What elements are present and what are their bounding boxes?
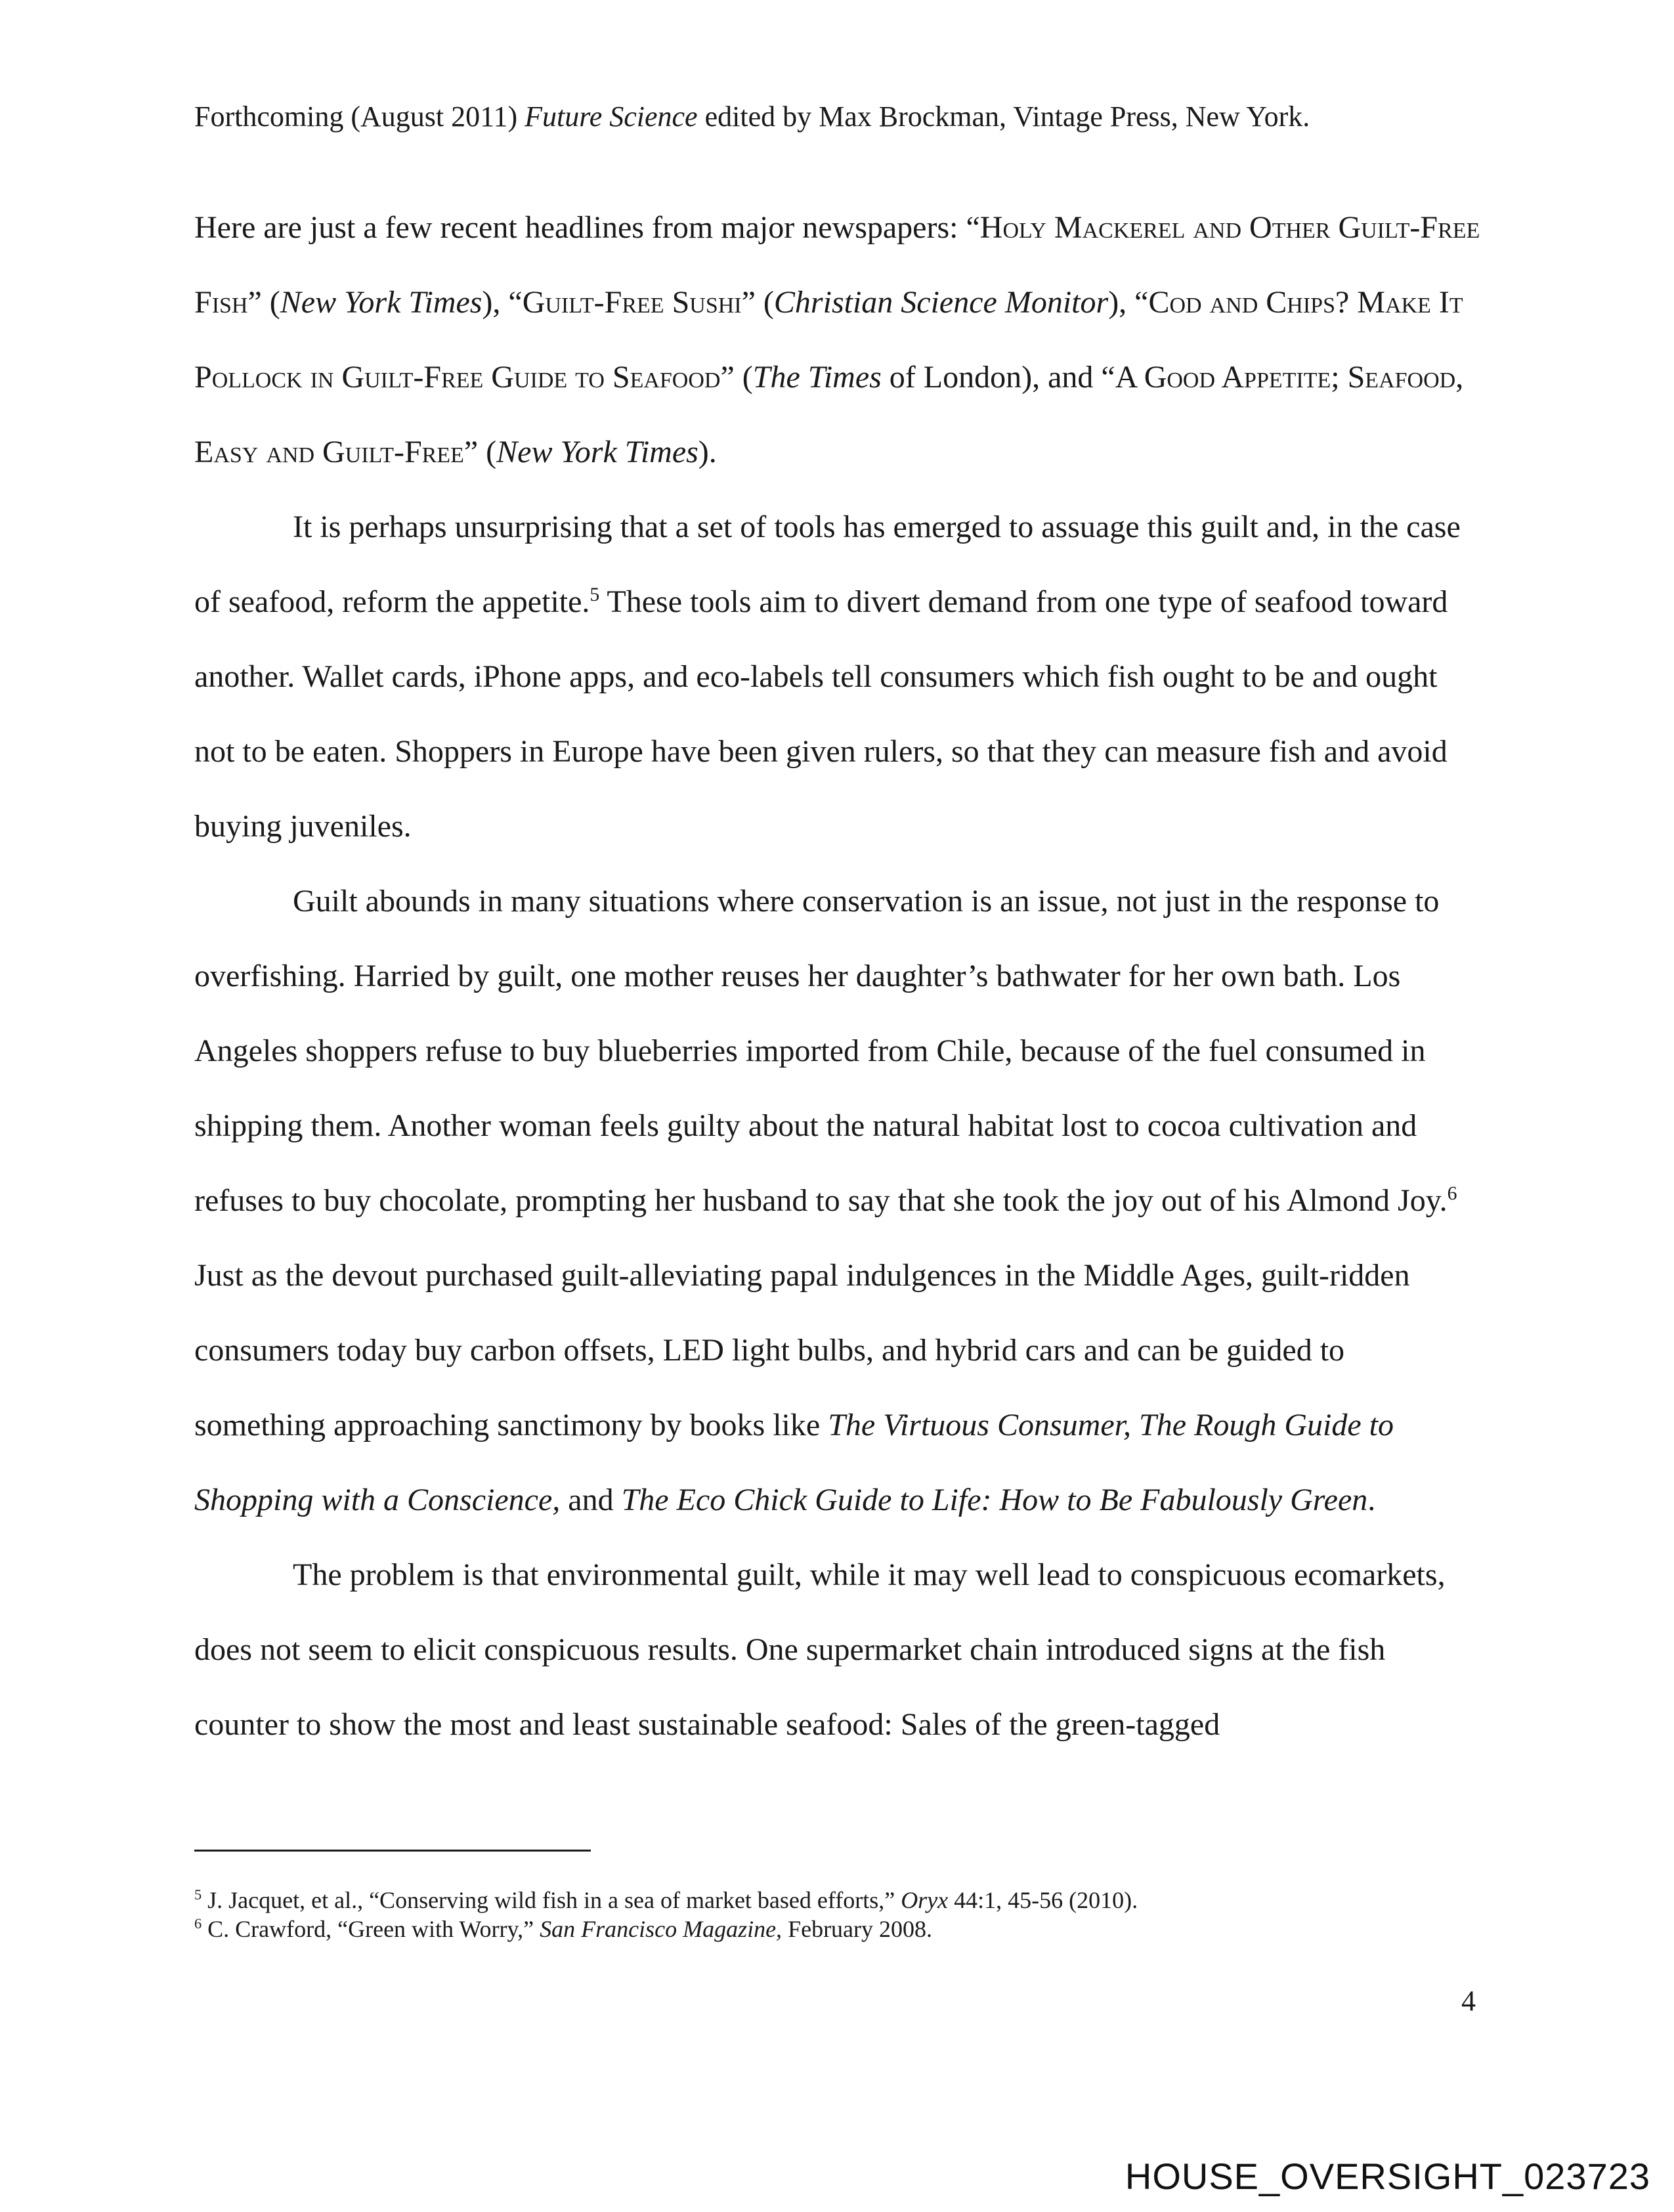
book-title: The Eco Chick Guide to Life: How to Be Fabulously Green bbox=[621, 1483, 1368, 1517]
footnote-number: 5 bbox=[194, 1886, 202, 1903]
footnote-divider bbox=[194, 1850, 591, 1852]
text-run: 44:1, 45-56 (2010). bbox=[948, 1887, 1138, 1913]
text-run: Here are just a few recent headlines from major newspapers: “ bbox=[194, 210, 980, 245]
text-run: J. Jacquet, et al., “Conserving wild fish in a sea of market based efforts,” bbox=[202, 1887, 901, 1913]
paragraph-tools bbox=[194, 490, 1481, 864]
text-run: Just as the devout purchased guilt-alleviating papal indulgences in the Middle Ages, guilt-ridden consumers today buy carbon offsets, LED light bulbs, and hybrid cars and can be guided to something approaching sanctimony by books like bbox=[194, 1258, 1410, 1442]
text-run: It is perhaps unsurprising that a set of tools has emerged to assuage this guilt and, in the case of seafood, reform the appetite. bbox=[194, 510, 1461, 619]
text-run: ). bbox=[698, 435, 717, 469]
text-run: ), “ bbox=[482, 285, 523, 320]
footnote-ref-5: 5 bbox=[590, 584, 600, 605]
magazine-title: San Francisco Magazine, bbox=[540, 1916, 783, 1942]
source-title: New York Times bbox=[280, 285, 483, 320]
text-run: ” ( bbox=[720, 360, 753, 395]
paragraph-headlines bbox=[194, 190, 1481, 490]
text-run: ), “ bbox=[1108, 285, 1149, 320]
header-prefix: Forthcoming (August 2011) bbox=[194, 100, 525, 133]
journal-title: Oryx bbox=[901, 1887, 949, 1913]
header-suffix: edited by Max Brockman, Vintage Press, New York. bbox=[697, 100, 1310, 133]
page-number: 4 bbox=[1461, 1985, 1476, 2017]
source-title: New York Times bbox=[496, 435, 698, 469]
text-run: . bbox=[1367, 1483, 1376, 1517]
paragraph-problem: The problem is that environmental guilt, while it may well lead to conspicuous ecomarkets, does not seem to elicit conspicuous results. One supermarket chain introduced signs at the fish counter to show the most and least sustainable seafood: Sales of the green-tagged bbox=[194, 1557, 1446, 1742]
headline: A Good Appetite; Seafood, Easy and Guilt-Free bbox=[194, 360, 1464, 469]
text-run: C. Crawford, “Green with Worry,” bbox=[202, 1916, 540, 1942]
text-run: of London), and “ bbox=[881, 360, 1115, 395]
source-title: The Times bbox=[752, 360, 882, 395]
body-text bbox=[194, 190, 1481, 1762]
text-run: ” ( bbox=[463, 435, 497, 469]
text-run: and bbox=[560, 1483, 622, 1517]
footnotes bbox=[194, 1886, 1481, 1943]
headline: Guilt-Free Sushi bbox=[522, 285, 742, 320]
text-run: These tools aim to divert demand from one type of seafood toward another. Wallet cards, iPhone apps, and eco-labels tell consumers which fish ought to be and ought not to be eaten. Shoppers in Europe have been given rulers, so that they can measure fish and avoid buying juveniles. bbox=[194, 584, 1448, 844]
text-run: Guilt abounds in many situations where conservation is an issue, not just in the response to overfishing. Harried by guilt, one mother reuses her daughter’s bathwater for her own bath. Los Angeles shoppers refuse to buy blueberries imported from Chile, because of the fuel consumed in shipping them. Another woman feels guilty about the natural habitat lost to cocoa cultivation and refuses to buy chocolate, prompting her husband to say that she took the joy out of his Almond Joy. bbox=[194, 884, 1448, 1218]
bates-stamp: HOUSE_OVERSIGHT_023723 bbox=[1125, 2156, 1650, 2197]
running-header bbox=[194, 97, 1507, 137]
book-titles: The Virtuous Consumer, The Rough Guide to Shopping with a Conscience, bbox=[194, 1408, 1394, 1517]
text-run: February 2008. bbox=[782, 1916, 933, 1942]
footnote-6 bbox=[194, 1915, 1481, 1943]
footnote-5 bbox=[194, 1886, 1481, 1915]
headline: Cod and Chips? Make It Pollock in Guilt-Free Guide to Seafood bbox=[194, 285, 1463, 395]
source-title: Christian Science Monitor bbox=[773, 285, 1109, 320]
headline: Holy Mackerel and Other Guilt-Free Fish bbox=[194, 210, 1480, 320]
footnote-ref-6: 6 bbox=[1447, 1182, 1457, 1204]
footnote-number: 6 bbox=[194, 1915, 202, 1932]
text-run: ” ( bbox=[741, 285, 774, 320]
header-book-title: Future Science bbox=[525, 100, 698, 133]
text-run: ” ( bbox=[247, 285, 280, 320]
paragraph-guilt bbox=[194, 864, 1481, 1538]
